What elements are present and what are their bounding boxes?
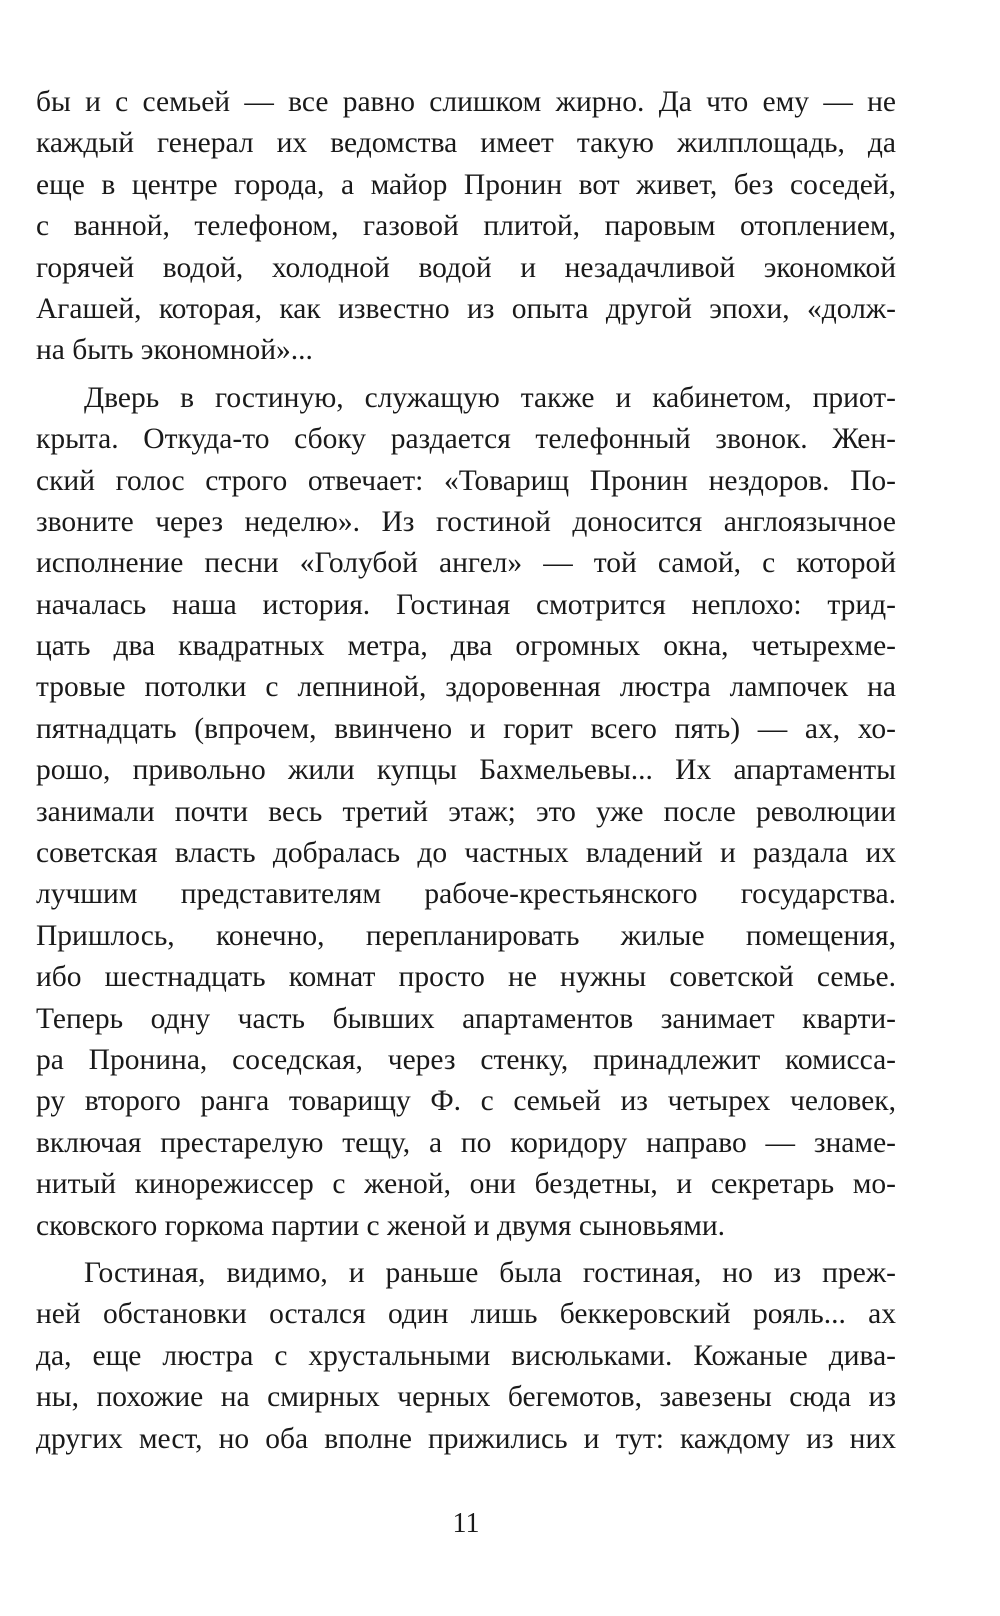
text-line: Пришлось, конечно, перепланировать жилые помещения, [36,919,896,952]
text-line: пятнадцать (впрочем, ввинчено и горит всего пять) — ах, хо- [36,712,896,745]
text-line: советская власть добралась до частных владений и раздала их [36,837,896,870]
text-line: горячей водой, холодной водой и незадачливой экономкой [36,251,896,284]
page-number: 11 [452,1508,480,1539]
text-line: ны, похожие на смирных черных бегемотов, завезены сюда из [36,1381,896,1414]
page-text [36,82,896,1460]
text-line: ру второго ранга товарищу Ф. с семьей из четырех человек, [36,1085,896,1118]
text-line: рошо, привольно жили купцы Бахмельевы... Их апартаменты [36,754,896,787]
text-line: началась наша история. Гостиная смотрится неплохо: трид- [36,588,896,621]
text-line: Агашей, которая, как известно из опыта другой эпохи, «долж- [36,292,896,325]
text-line: включая престарелую тещу, а по коридору направо — знаме- [36,1126,896,1159]
text-line: крыта. Откуда-то сбоку раздается телефонный звонок. Жен- [36,423,896,456]
text-line: лучшим представителям рабоче-крестьянского государства. [36,878,896,911]
text-line: тровые потолки с лепниной, здоровенная люстра лампочек на [36,671,896,704]
text-line: звоните через неделю». Из гостиной доносится англоязычное [36,505,896,538]
text-line: Гостиная, видимо, и раньше была гостиная, но из преж- [84,1256,896,1289]
text-line: Дверь в гостиную, служащую также и кабинетом, приот- [84,381,896,414]
text-line: нитый кинорежиссер с женой, они бездетны, и секретарь мо- [36,1168,896,1201]
text-line: сковского горкома партии с женой и двумя сыновьями. [36,1209,726,1242]
text-line: занимали почти весь третий этаж; это уже после революции [36,795,896,828]
text-line: да, еще люстра с хрустальными висюльками. Кожаные дива- [36,1339,896,1372]
text-line: других мест, но оба вполне прижились и тут: каждому из них [36,1422,896,1455]
text-line: с ванной, телефоном, газовой плитой, паровым отоплением, [36,210,896,243]
text-line: ней обстановки остался один лишь беккеровский рояль... ах [36,1298,896,1331]
text-line: бы и с семьей — все равно слишком жирно. Да что ему — не [36,86,896,118]
text-line: ибо шестнадцать комнат просто не нужны советской семье. [36,961,896,994]
text-line: исполнение песни «Голубой ангел» — той самой, с которой [36,547,896,580]
text-line: каждый генерал их ведомства имеет такую жилплощадь, да [36,127,896,160]
text-line: еще в центре города, а майор Пронин вот живет, без соседей, [36,168,896,201]
text-line: ский голос строго отвечает: «Товарищ Пронин нездоров. По- [36,464,896,497]
paragraph-2 [36,378,896,1247]
text-line: на быть экономной»... [36,334,313,367]
text-line: цать два квадратных метра, два огромных окна, четырехме- [36,630,896,663]
text-line: ра Пронина, соседская, через стенку, принадлежит комисса- [36,1043,896,1076]
paragraph-1 [36,82,896,372]
text-line: Теперь одну часть бывших апартаментов занимает кварти- [36,1002,896,1035]
paragraph-3 [36,1253,896,1460]
